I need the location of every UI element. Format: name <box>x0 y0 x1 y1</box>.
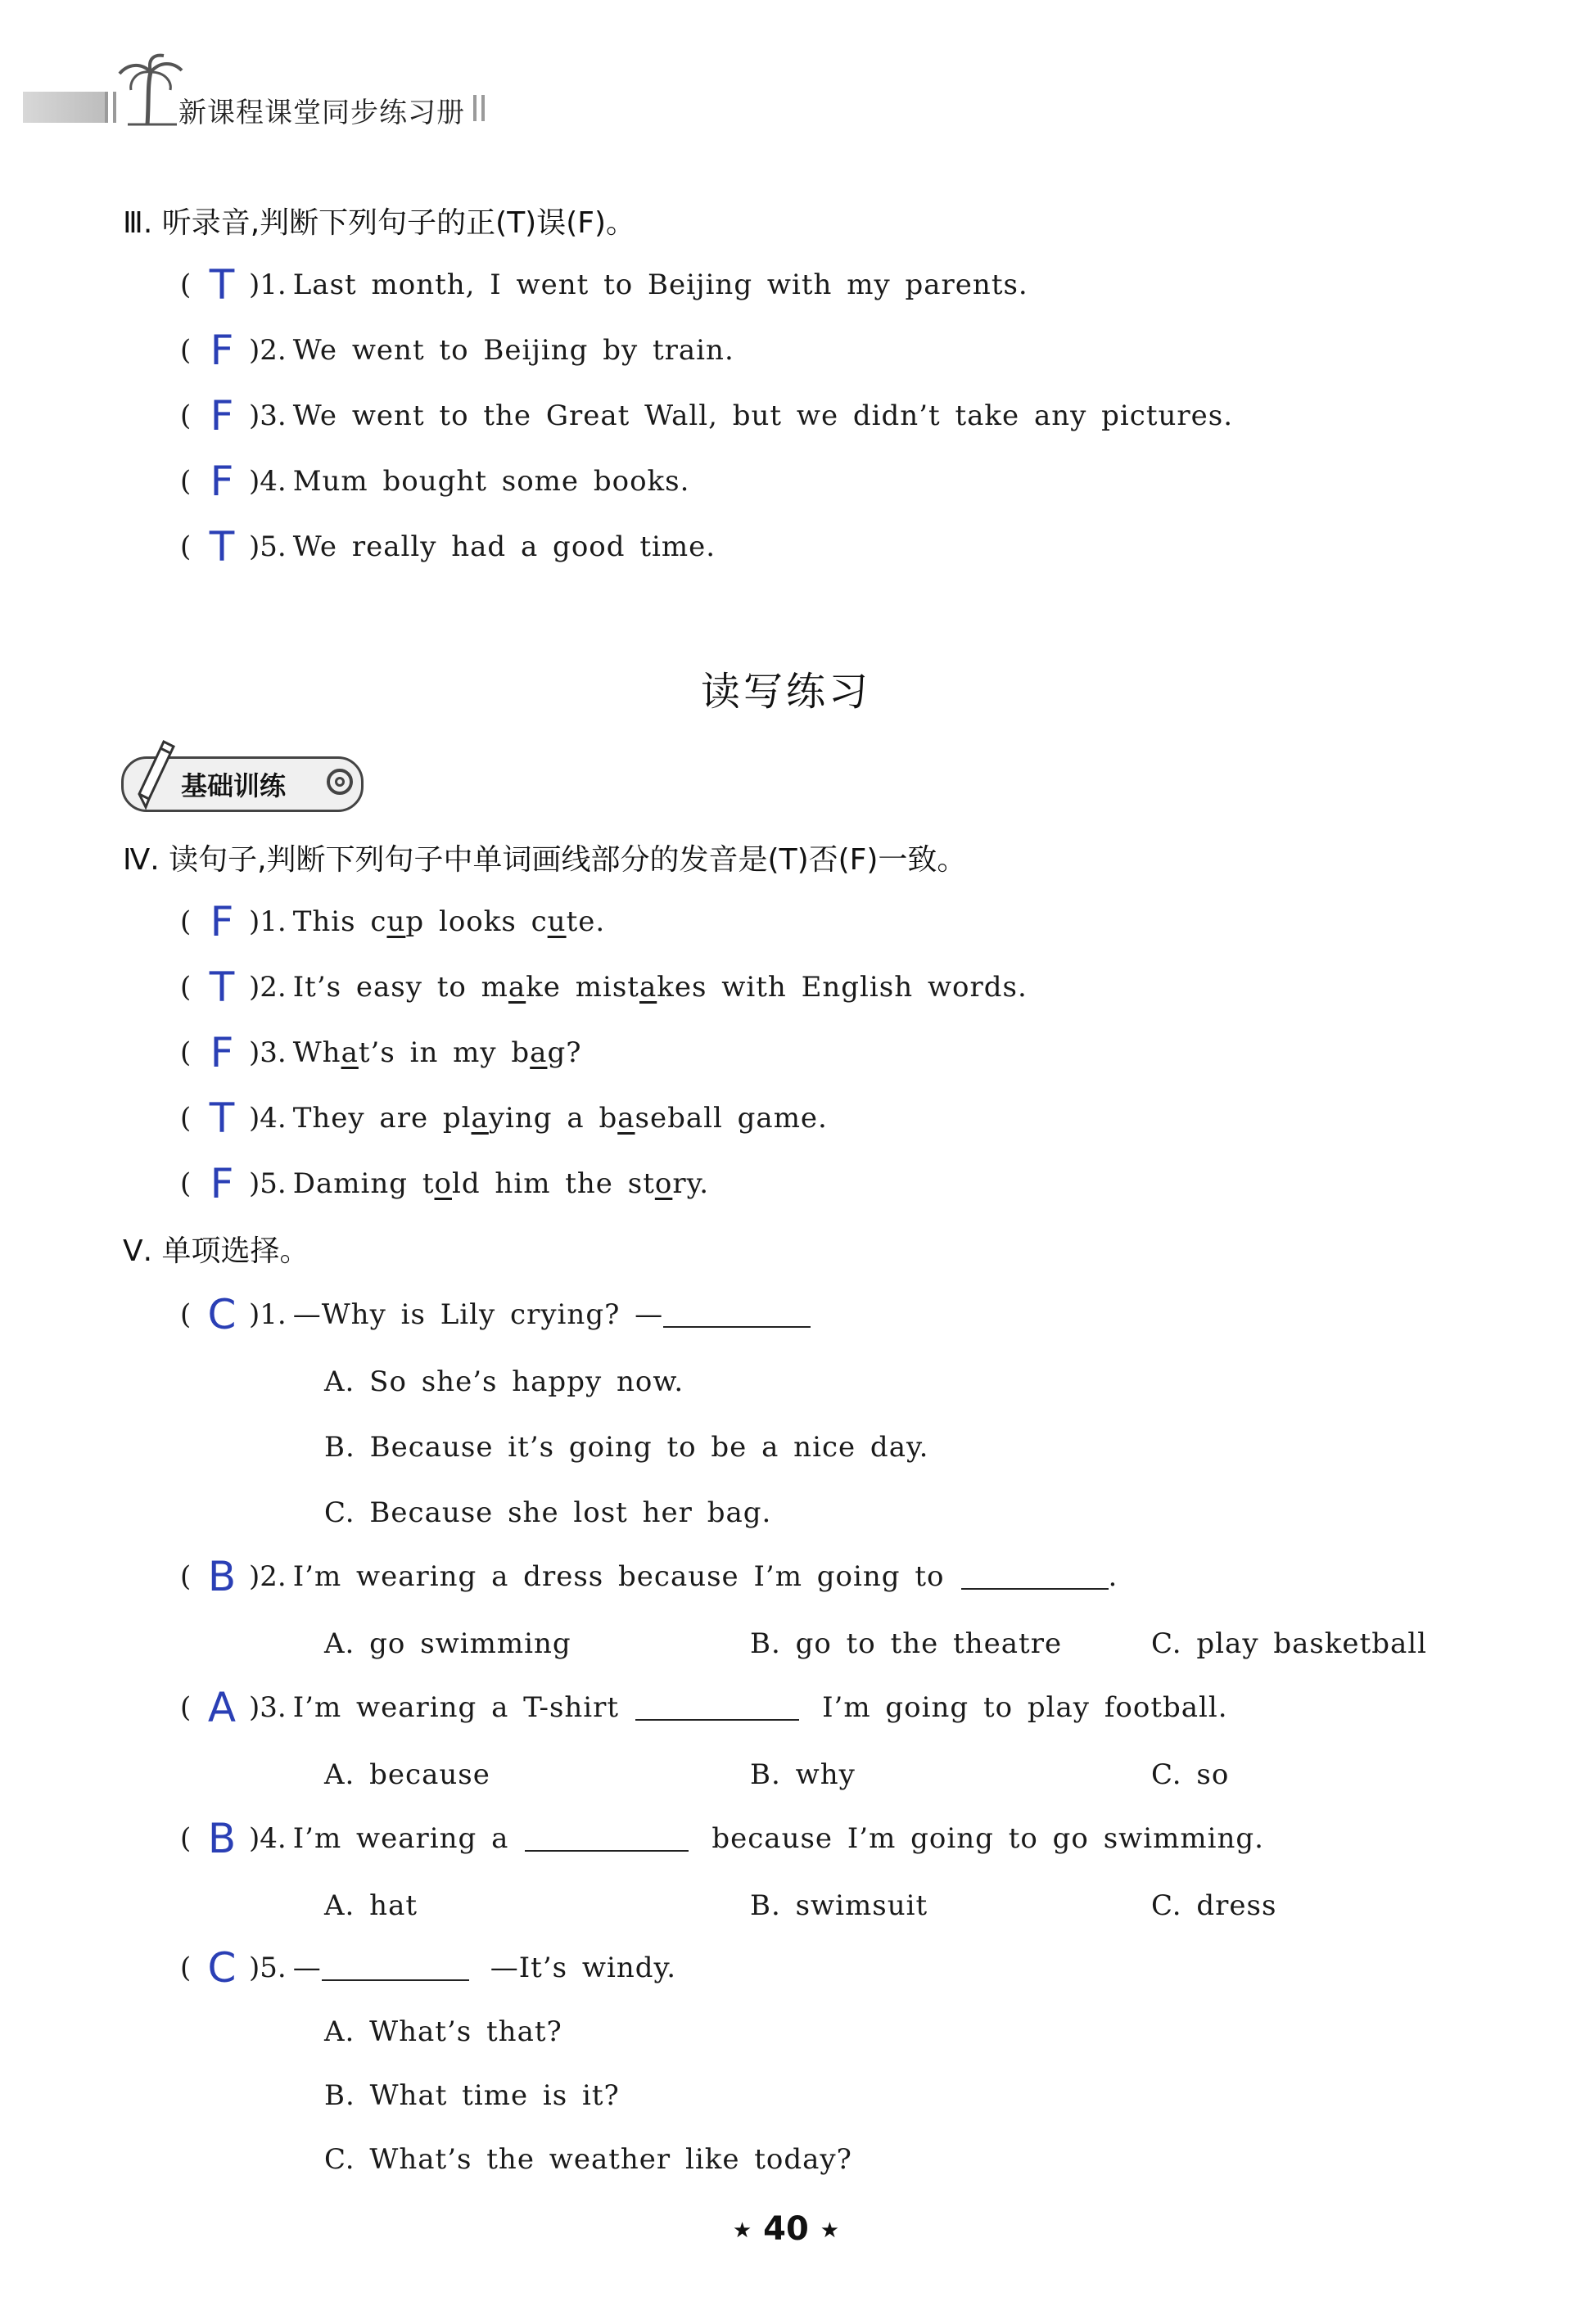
question-text: I’m wearing a dress because I’m going to <box>292 1560 945 1593</box>
item-text: This cup looks cute. <box>292 905 606 938</box>
answer-blank <box>322 1955 469 1981</box>
answer-mark: T <box>209 1094 235 1142</box>
option-a: A. hat <box>324 1889 418 1922</box>
question-4: ( B )4. I’m wearing a because I’m going to go swimming. <box>180 1815 1264 1862</box>
item-text: It’s easy to make mistakes with English words. <box>292 971 1028 1004</box>
question-3: ( A )3. I’m wearing a T-shirt I’m going to play football. <box>180 1684 1228 1731</box>
item-text: We went to Beijing by train. <box>292 334 734 367</box>
answer-blank <box>663 1302 811 1328</box>
item-text: Mum bought some books. <box>292 465 690 498</box>
ring-icon <box>327 769 353 795</box>
badge-label: 基础训练 <box>181 770 287 801</box>
section-5-heading: Ⅴ. 单项选择。 <box>123 1234 309 1268</box>
header-decor-bar <box>23 92 105 123</box>
question-1: ( C )1. —Why is Lily crying? — <box>180 1290 811 1339</box>
answer-mark: T <box>209 523 235 571</box>
item-text: What’s in my bag? <box>292 1036 582 1069</box>
option-b: B. swimsuit <box>750 1889 928 1922</box>
question-text: I’m wearing a T-shirt <box>292 1691 620 1724</box>
item-text: Daming told him the story. <box>292 1167 710 1200</box>
answer-mark: C <box>207 1291 237 1338</box>
option-a: A. go swimming <box>324 1627 571 1660</box>
option-a: A. So she’s happy now. <box>324 1365 684 1398</box>
list-item: ( F )1. This cup looks cute. <box>180 898 606 945</box>
star-icon: ★ <box>732 2218 752 2243</box>
question-5: ( C )5. — —It’s windy. <box>180 1944 677 1992</box>
answer-mark: F <box>210 327 234 374</box>
practice-title: 读写练习 <box>700 669 871 715</box>
answer-blank <box>961 1564 1109 1590</box>
item-text: We really had a good time. <box>292 530 716 563</box>
option-b: B. why <box>750 1758 856 1791</box>
answer-blank <box>525 1825 689 1852</box>
item-text: We went to the Great Wall, but we didn’t take any pictures. <box>292 399 1234 432</box>
option-b: B. go to the theatre <box>750 1627 1063 1660</box>
question-text: —Why is Lily crying? — <box>292 1298 664 1331</box>
answer-mark: B <box>207 1553 237 1600</box>
answer-mark: F <box>210 898 234 945</box>
option-b: B. Because it’s going to be a nice day. <box>324 1431 929 1464</box>
star-icon: ★ <box>820 2218 840 2243</box>
list-item: ( F )2. We went to Beijing by train. <box>180 327 734 374</box>
answer-blank <box>635 1694 799 1721</box>
option-b: B. What time is it? <box>324 2079 620 2112</box>
answer-mark: F <box>210 458 234 505</box>
section-4-heading: Ⅳ. 读句子,判断下列句子中单词画线部分的发音是(T)否(F)一致。 <box>123 843 967 877</box>
option-c: C. so <box>1151 1758 1230 1791</box>
list-item: ( T )5. We really had a good time. <box>180 523 716 571</box>
option-a: A. What’s that? <box>324 2015 562 2048</box>
option-c: C. play basketball <box>1151 1627 1427 1660</box>
answer-mark: A <box>207 1684 237 1731</box>
option-a: A. because <box>324 1758 490 1791</box>
list-item: ( F )5. Daming told him the story. <box>180 1160 710 1207</box>
list-item: ( T )4. They are playing a baseball game. <box>180 1094 828 1142</box>
answer-mark: F <box>210 392 234 440</box>
question-2: ( B )2. I’m wearing a dress because I’m going to . <box>180 1553 1118 1600</box>
list-item: ( T )1. Last month, I went to Beijing with my parents. <box>180 261 1028 309</box>
question-text: — <box>292 1952 322 1984</box>
list-item: ( F )3. What’s in my bag? <box>180 1029 582 1076</box>
option-c: C. dress <box>1151 1889 1277 1922</box>
list-item: ( T )2. It’s easy to make mistakes with English words. <box>180 963 1028 1011</box>
header-title: 新课程课堂同步练习册 <box>178 97 465 129</box>
answer-mark: T <box>209 963 235 1011</box>
answer-mark: B <box>207 1815 237 1862</box>
option-c: C. What’s the weather like today? <box>324 2143 852 2176</box>
list-item: ( F )3. We went to the Great Wall, but we didn’t take any pictures. <box>180 392 1234 440</box>
answer-mark: C <box>207 1944 237 1992</box>
item-text: They are playing a baseball game. <box>292 1102 828 1135</box>
section-3-heading: Ⅲ. 听录音,判断下列句子的正(T)误(F)。 <box>123 206 636 240</box>
answer-mark: F <box>210 1160 234 1207</box>
list-item: ( F )4. Mum bought some books. <box>180 458 690 505</box>
item-text: Last month, I went to Beijing with my parents. <box>292 269 1028 301</box>
option-c: C. Because she lost her bag. <box>324 1496 772 1529</box>
answer-mark: T <box>209 261 235 309</box>
pencil-icon <box>128 737 177 810</box>
header-end-stripes <box>473 95 485 121</box>
palm-tree-icon <box>111 52 185 126</box>
question-text: I’m wearing a <box>292 1822 509 1855</box>
answer-mark: F <box>210 1029 234 1076</box>
page-number: ★ 40 ★ <box>732 2210 840 2248</box>
